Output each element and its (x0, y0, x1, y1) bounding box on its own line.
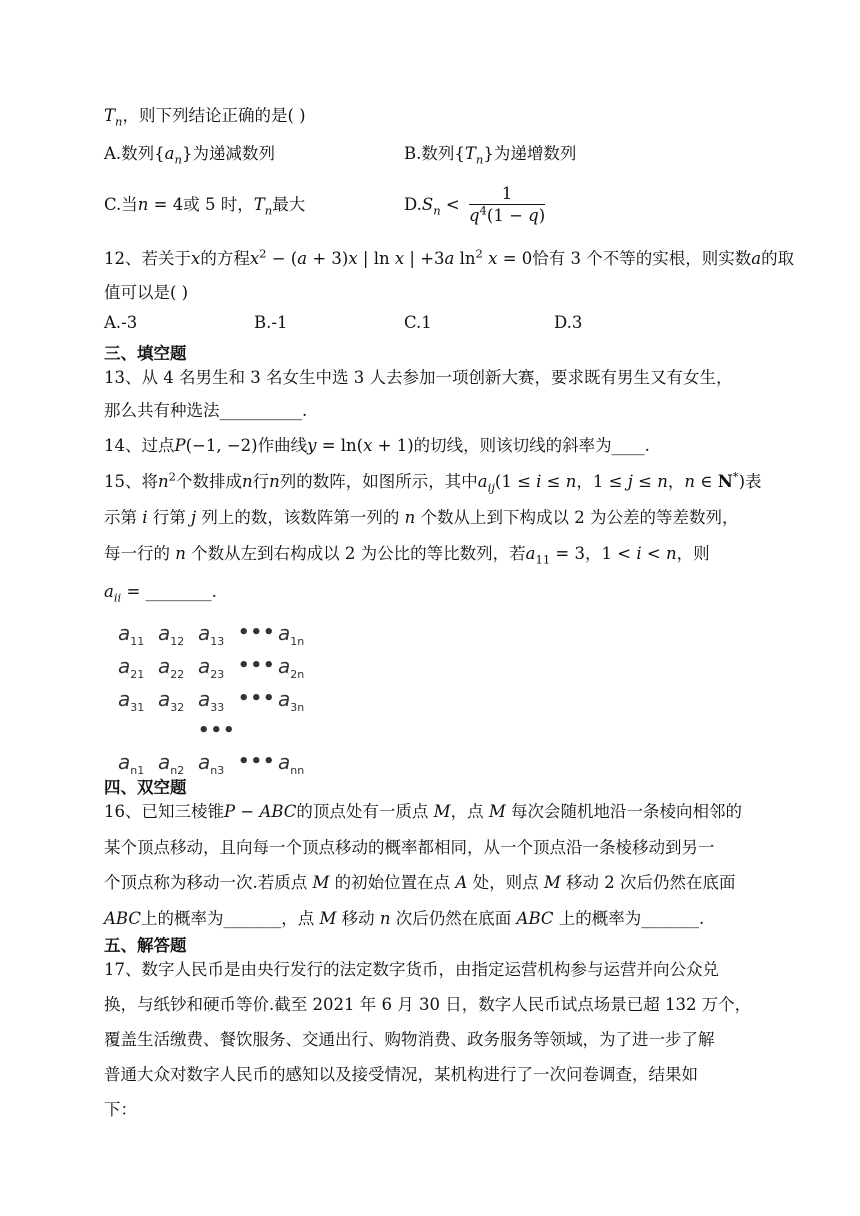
q15-t8: 列上的数，该数阵第一列的 (201, 508, 400, 527)
q15-t4: 列的数阵，如图所示，其中 (279, 472, 478, 491)
q12-option-c: C.1 (404, 313, 432, 332)
q15-t13: ________. (145, 582, 217, 601)
q11-option-b-label: B.数列 (404, 144, 455, 163)
q12-option-d: D.3 (554, 313, 583, 332)
q11-option-b-text: 为递增数列 (493, 144, 577, 163)
q12-line1: 12、若关于x的方程$x^2 - (a + 3)x$ | ln x | +3a $\ln^2 x = 0$恰有 3 个不等的实根，则实数a的取 (104, 246, 795, 268)
q15-t5: 表 (745, 472, 762, 491)
q11-option-b: B.数列$\{T_n\}$为递增数列 (404, 144, 577, 167)
q15-line4: $a_{ii}$ = ________. (104, 582, 217, 605)
q12-text-d: 的取 (761, 249, 795, 268)
q17-line4: 普通大众对数字人民币的感知以及接受情况，某机构进行了一次问卷调查，结果如 (104, 1065, 698, 1084)
matrix-row: $a_{31}$ $a_{32}$ $a_{33}$ ••• $a_{3n}$ (118, 686, 305, 714)
q16-line4: ABC上的概率为_______，点 M 移动 n 次后仍然在底面 ABC 上的概率为_______. (104, 909, 705, 928)
q12-option-a: A.-3 (104, 313, 138, 332)
q17-line3: 覆盖生活缴费、餐饮服务、交通出行、购物消费、政务服务等领域，为了进一步了解 (104, 1030, 715, 1049)
q17-line1: 17、数字人民币是由央行发行的法定数字货币，由指定运营机构参与运营并向公众兑 (104, 960, 719, 979)
matrix-row: $a_{n1}$ $a_{n2}$ $a_{n3}$ ••• $a_{nn}$ (118, 749, 305, 777)
q12-line2: 值可以是( ) (104, 283, 189, 302)
q16-t11: 次后仍然在底面 (395, 909, 512, 928)
q16-t8: 移动 2 次后仍然在底面 (565, 873, 736, 892)
q15-t11: 个数从左到右构成以 2 为公比的等比数列，若 (191, 544, 526, 563)
q15-t3: 行 (252, 472, 270, 491)
q14-line: 14、过点P(−1, −2)作曲线y = ln(x + 1)的切线，则该切线的斜率为____. (104, 436, 650, 455)
q11-option-a-label: A.数列 (104, 144, 155, 163)
section-fill-in: 三、填空题 (104, 344, 187, 363)
q13-line2: 那么共有种选法__________. (104, 401, 308, 420)
q16-t5: 个顶点称为移动一次.若质点 (104, 873, 308, 892)
q11-option-d-label: D. (404, 195, 422, 214)
q16-t3: ，点 (450, 802, 484, 821)
q16-t6: 的初始位置在点 (334, 873, 451, 892)
q16-t12: 上的概率为_______. (558, 909, 705, 928)
matrix-row: $a_{11}$ $a_{12}$ $a_{13}$ ••• $a_{1n}$ (118, 620, 305, 648)
q14-text-b: 作曲线 (257, 436, 308, 455)
q12-text-b: 的方程 (200, 249, 250, 268)
q16-t1: 16、已知三棱锥 (104, 802, 224, 821)
section-solutions: 五、解答题 (104, 936, 187, 955)
q11-option-a-text: 为递减数列 (192, 144, 275, 163)
q15-t10: 每一行的 (104, 544, 170, 563)
q11-option-a: A.数列$\{a_n\}$为递减数列 (104, 144, 275, 167)
q15-t7: 行第 (152, 508, 186, 527)
q12-equation: $x^2 - (a + 3)x$ | ln x | +3a $\ln^2 x = 0$ (249, 246, 533, 268)
q11-option-c-label: C.当 (104, 195, 138, 214)
q15-line1: 15、将$n^2$个数排成n行n列的数阵，如图所示，其中$a_{ij}(1 \le i \le n$，1 ≤ j ≤ n，n ∈ N*)表 (104, 469, 762, 495)
q16-t9: 上的概率为_______，点 (140, 909, 315, 928)
matrix-row-ellipsis: ••• (198, 719, 236, 741)
q13-line1: 13、从 4 名男生和 3 名女生中选 3 人去参加一项创新大赛，要求既有男生又有女生， (104, 368, 733, 387)
q15-t1: 15、将 (104, 472, 158, 491)
q17-line5: 下： (104, 1100, 137, 1119)
q15-t9: 个数从上到下构成以 2 为公差的等差数列， (420, 508, 739, 527)
q15-line2: 示第 i 行第 j 列上的数，该数阵第一列的 n 个数从上到下构成以 2 为公差的等差数列， (104, 508, 739, 527)
q15-line3: 每一行的 n 个数从左到右构成以 2 为公比的等比数列，若$a_{11} = 3$，1 < i < n，则 (104, 544, 710, 567)
q12-text-c: 恰有 3 个不等的实根，则实数 (532, 249, 752, 268)
q11-option-c-mid: 或 5 时， (183, 195, 254, 214)
q15-t2: 个数排成 (176, 472, 242, 491)
q14-text-a: 14、过点 (104, 436, 175, 455)
q15-t6: 示第 (104, 508, 137, 527)
q11-option-c: C.当n = 4或 5 时，$T_n$最大 (104, 195, 306, 218)
q16-line3: 个顶点称为移动一次.若质点 M 的初始位置在点 A 处，则点 M 移动 2 次后仍然在底面 (104, 873, 736, 892)
q17-line2: 换，与纸钞和硬币等价.截至 2021 年 6 月 30 日，数字人民币试点场景已超 132 万个， (104, 995, 752, 1014)
matrix-row: $a_{21}$ $a_{22}$ $a_{23}$ ••• $a_{2n}$ (118, 653, 305, 681)
q11-intro-text: ，则下列结论正确的是( ) (122, 106, 306, 125)
q16-t10: 移动 (341, 909, 375, 928)
q16-line1: 16、已知三棱锥P − ABC的顶点处有一质点 M，点 M 每次会随机地沿一条棱向相邻的 (104, 802, 742, 821)
q15-t12: ，则 (676, 544, 710, 563)
q16-t2: 的顶点处有一质点 (296, 802, 429, 821)
number-array-figure (118, 616, 318, 778)
q11-option-c-text: 最大 (272, 195, 306, 214)
q16-t7: 处，则点 (472, 873, 539, 892)
q12-text-a: 12、若关于 (104, 249, 191, 268)
q12-option-b: B.-1 (254, 313, 288, 332)
q14-text-c: 的切线，则该切线的斜率为____. (413, 436, 650, 455)
q16-t4: 每次会随机地沿一条棱向相邻的 (510, 802, 742, 821)
section-double-blank: 四、双空题 (104, 778, 187, 797)
q11-option-d: $D.S_n$ < $\frac{1}{q^4(1 - q)}$ (404, 184, 546, 225)
q11-intro: $T_n$，则下列结论正确的是( ) (104, 106, 306, 129)
q11-option-d-fraction: $\frac{1}{q^4(1 - q)}$ (468, 184, 546, 225)
q16-line2: 某个顶点移动，且向每一个顶点移动的概率都相同，从一个顶点沿一条棱移动到另一 (104, 838, 715, 857)
